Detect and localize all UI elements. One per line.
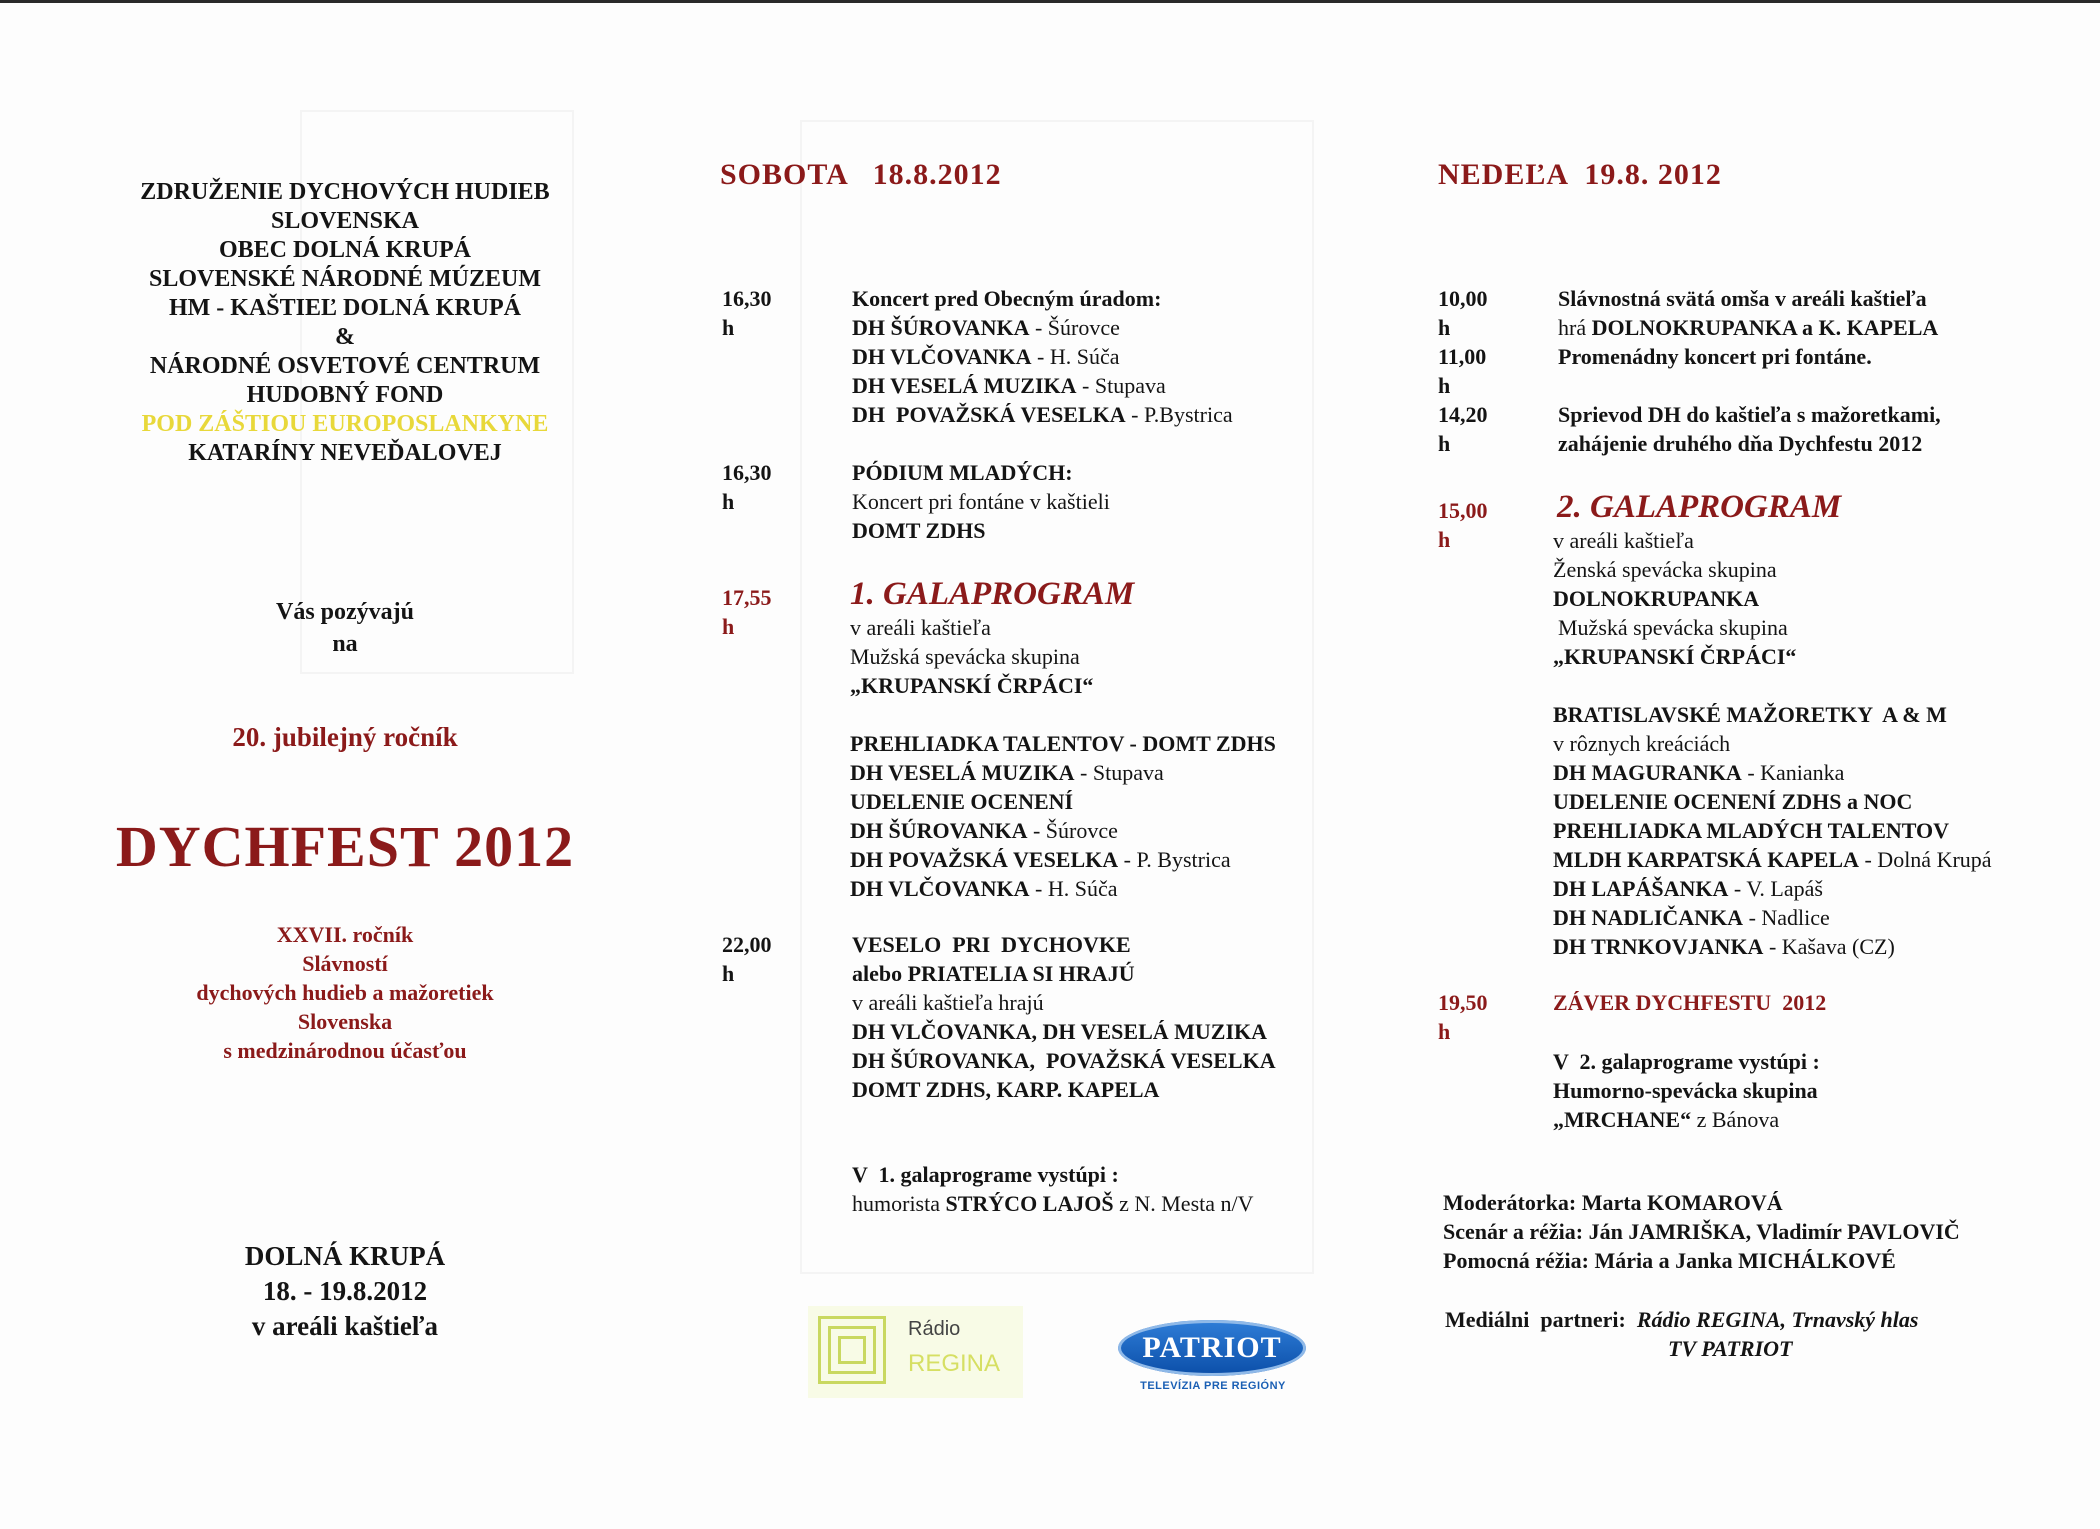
organizer-line: & — [335, 324, 355, 350]
event-time: 19,50 h — [1438, 990, 1488, 1044]
event-detail: Mužská spevácka skupina — [1558, 615, 1788, 640]
subtitle-line: Slovenska — [297, 1009, 393, 1034]
event-detail: hrá — [1558, 315, 1592, 340]
invitation — [80, 596, 610, 660]
event-time: 14,20 h — [1438, 402, 1488, 456]
event-detail: v areáli kaštieľa hrajú — [852, 990, 1044, 1015]
event-time: 10,00 h — [1438, 286, 1488, 340]
organizers-column — [80, 178, 610, 1344]
event-title: ZÁVER DYCHFESTU 2012 — [1553, 990, 1827, 1015]
event-time: 16,30 h — [722, 286, 772, 340]
event-detail: v areáli kaštieľa — [850, 615, 991, 640]
organizers-list — [80, 178, 610, 468]
venue-dates: 18. - 19.8.2012 — [262, 1276, 428, 1306]
media-partner: TV PATRIOT — [1668, 1336, 1793, 1361]
organizer-line: SLOVENSKÉ NÁRODNÉ MÚZEUM — [148, 266, 542, 292]
band-place: - H. Súča — [1031, 344, 1120, 369]
note-text: z Bánova — [1691, 1107, 1780, 1132]
majorettes-note: v rôznych kreáciách — [1553, 731, 1731, 756]
patron-name: KATARÍNY NEVEĎALOVEJ — [188, 440, 502, 466]
group-name: DOLNOKRUPANKA — [1553, 586, 1760, 611]
event-time: 15,00 h — [1438, 498, 1488, 552]
band-place: - Šúrovce — [1027, 818, 1118, 843]
band-place: - Šúrovce — [1029, 315, 1120, 340]
regina-logo-text: REGINA — [908, 1350, 1001, 1377]
band-list: DOMT ZDHS, KARP. KAPELA — [852, 1077, 1160, 1102]
event-title: Slávnostná svätá omša v areáli kaštieľa — [1558, 286, 1927, 311]
program-item: UDELENIE OCENENÍ — [850, 789, 1074, 814]
program-item: UDELENIE OCENENÍ ZDHS a NOC — [1553, 789, 1913, 814]
band-place: - P. Bystrica — [1118, 847, 1231, 872]
invitation-line: Vás pozývajú — [275, 599, 414, 625]
group-name: „KRUPANSKÍ ČRPÁCI“ — [850, 673, 1094, 698]
festival-title: DYCHFEST 2012 — [115, 814, 575, 879]
note-line: V 2. galaprograme vystúpi : — [1553, 1049, 1820, 1074]
top-border — [0, 0, 2100, 3]
program-item: PREHLIADKA TALENTOV - DOMT ZDHS — [850, 731, 1276, 756]
humorist-name: STRÝCO LAJOŠ — [945, 1191, 1114, 1216]
event-subtitle: alebo PRIATELIA SI HRAJÚ — [852, 961, 1135, 986]
program-item: DH MAGURANKA — [1553, 760, 1742, 785]
band-place: - V. Lapáš — [1728, 876, 1823, 901]
sunday-heading: NEDEĽA 19.8. 2012 — [1438, 158, 1722, 191]
event-title: Sprievod DH do kaštieľa s mažoretkami, — [1558, 402, 1941, 427]
program-item: DH POVAŽSKÁ VESELKA — [850, 847, 1119, 872]
credit-label: Moderátorka: — [1443, 1190, 1577, 1215]
band-place: - Nadlice — [1743, 905, 1830, 930]
credit-value: Marta KOMAROVÁ — [1576, 1190, 1783, 1215]
media-partner: Rádio REGINA, Trnavský hlas — [1636, 1307, 1919, 1332]
note-text: z N. Mesta n/V — [1113, 1191, 1254, 1216]
subtitle-line: dychových hudieb a mažoretiek — [196, 980, 494, 1005]
media-label: Mediálni partneri: — [1445, 1307, 1626, 1332]
credit-value: Ján JAMRIŠKA, Vladimír PAVLOVIČ — [1583, 1219, 1960, 1244]
band-name: DOLNOKRUPANKA a K. KAPELA — [1591, 315, 1939, 340]
event-title: VESELO PRI DYCHOVKE — [852, 932, 1131, 957]
program-item: MLDH KARPATSKÁ KAPELA — [1553, 847, 1859, 872]
band-place: - Kanianka — [1741, 760, 1845, 785]
patriot-logo-tagline: TELEVÍZIA PRE REGIÓNY — [1140, 1380, 1286, 1392]
note-line: Humorno-spevácka skupina — [1553, 1078, 1818, 1103]
subtitle-line: XXVII. ročník — [276, 922, 414, 947]
media-partners — [1445, 1305, 1918, 1363]
organizer-line: ZDRUŽENIE DYCHOVÝCH HUDIEB — [140, 179, 550, 205]
venue-block — [80, 1239, 610, 1344]
festival-subtitle — [80, 920, 610, 1065]
invitation-line: na — [332, 631, 358, 657]
venue-location: v areáli kaštieľa — [251, 1311, 439, 1341]
band-list: DH VLČOVANKA, DH VESELÁ MUZIKA — [852, 1019, 1268, 1044]
subtitle-line: s medzinárodnou účasťou — [223, 1038, 467, 1063]
program-item: DH NADLIČANKA — [1553, 905, 1744, 930]
band-place: - H. Súča — [1029, 876, 1118, 901]
band-place: - P.Bystrica — [1125, 402, 1233, 427]
event-detail: Ženská spevácka skupina — [1553, 557, 1777, 582]
gala-title: 2. GALAPROGRAM — [1557, 489, 1842, 525]
credit-label: Pomocná réžia: — [1443, 1248, 1589, 1273]
venue-town: DOLNÁ KRUPÁ — [244, 1241, 446, 1271]
credit-value: Mária a Janka MICHÁLKOVÉ — [1589, 1248, 1896, 1273]
event-title: PÓDIUM MLADÝCH: — [852, 460, 1073, 485]
sunday-note — [1553, 1047, 1820, 1134]
event-time: 11,00 h — [1438, 344, 1487, 398]
event-detail: Mužská spevácka skupina — [850, 644, 1080, 669]
band-list: DH ŠÚROVANKA, POVAŽSKÁ VESELKA — [852, 1048, 1276, 1073]
program-item: DH LAPÁŠANKA — [1553, 876, 1729, 901]
band-name: DH VESELÁ MUZIKA — [852, 373, 1077, 398]
group-name: „KRUPANSKÍ ČRPÁCI“ — [1553, 644, 1797, 669]
patronage-line: POD ZÁŠTIOU EUROPOSLANKYNE — [141, 411, 549, 437]
band-name: DH POVAŽSKÁ VESELKA — [852, 402, 1126, 427]
band-place: - Dolná Krupá — [1858, 847, 1992, 872]
event-subtitle: zahájenie druhého dňa Dychfestu 2012 — [1558, 431, 1923, 456]
program-item: DH VESELÁ MUZIKA — [850, 760, 1075, 785]
credit-label: Scenár a réžia: — [1443, 1219, 1584, 1244]
note-line: V 1. galaprograme vystúpi : — [852, 1162, 1119, 1187]
band-place: - Stupava — [1074, 760, 1164, 785]
event-title: Koncert pred Obecným úradom: — [852, 286, 1162, 311]
organizer-line: NÁRODNÉ OSVETOVÉ CENTRUM — [149, 353, 541, 379]
saturday-note — [852, 1160, 1254, 1218]
group-name: „MRCHANE“ — [1553, 1107, 1692, 1132]
regina-logo-frame — [838, 1336, 866, 1364]
event-time: 16,30 h — [722, 460, 772, 514]
program-item: DH TRNKOVJANKA — [1553, 934, 1764, 959]
organizer-line: OBEC DOLNÁ KRUPÁ — [218, 237, 471, 263]
event-detail: Koncert pri fontáne v kaštieli — [852, 489, 1110, 514]
patriot-logo-oval: PATRIOT — [1118, 1320, 1306, 1376]
note-text: humorista — [852, 1191, 946, 1216]
saturday-heading: SOBOTA 18.8.2012 — [720, 158, 1002, 191]
band-place: - Stupava — [1076, 373, 1166, 398]
event-title: Promenádny koncert pri fontáne. — [1558, 344, 1872, 369]
event-detail: v areáli kaštieľa — [1553, 528, 1694, 553]
organizer-line: SLOVENSKA — [270, 208, 420, 234]
band-name: DH ŠÚROVANKA — [852, 315, 1030, 340]
tv-patriot-logo — [1118, 1320, 1308, 1402]
radio-regina-logo — [808, 1306, 1023, 1398]
program-item: DH ŠÚROVANKA — [850, 818, 1028, 843]
band-place: - Kašava (CZ) — [1763, 934, 1895, 959]
regina-logo-text: Rádio — [908, 1318, 961, 1340]
majorettes-name: BRATISLAVSKÉ MAŽORETKY A & M — [1553, 702, 1947, 727]
organizer-line: HM - KAŠTIEĽ DOLNÁ KRUPÁ — [168, 295, 522, 321]
organizer-line: HUDOBNÝ FOND — [246, 382, 444, 408]
event-time: 22,00 h — [722, 932, 772, 986]
gala-title: 1. GALAPROGRAM — [850, 576, 1135, 612]
jubilee-edition: 20. jubilejný ročník — [232, 722, 458, 752]
subtitle-line: Slávností — [302, 951, 388, 976]
band-name: DOMT ZDHS — [852, 518, 986, 543]
credits — [1443, 1188, 1960, 1275]
program-item: DH VLČOVANKA — [850, 876, 1030, 901]
event-time: 17,55 h — [722, 585, 772, 639]
program-item: PREHLIADKA MLADÝCH TALENTOV — [1553, 818, 1950, 843]
band-name: DH VLČOVANKA — [852, 344, 1032, 369]
